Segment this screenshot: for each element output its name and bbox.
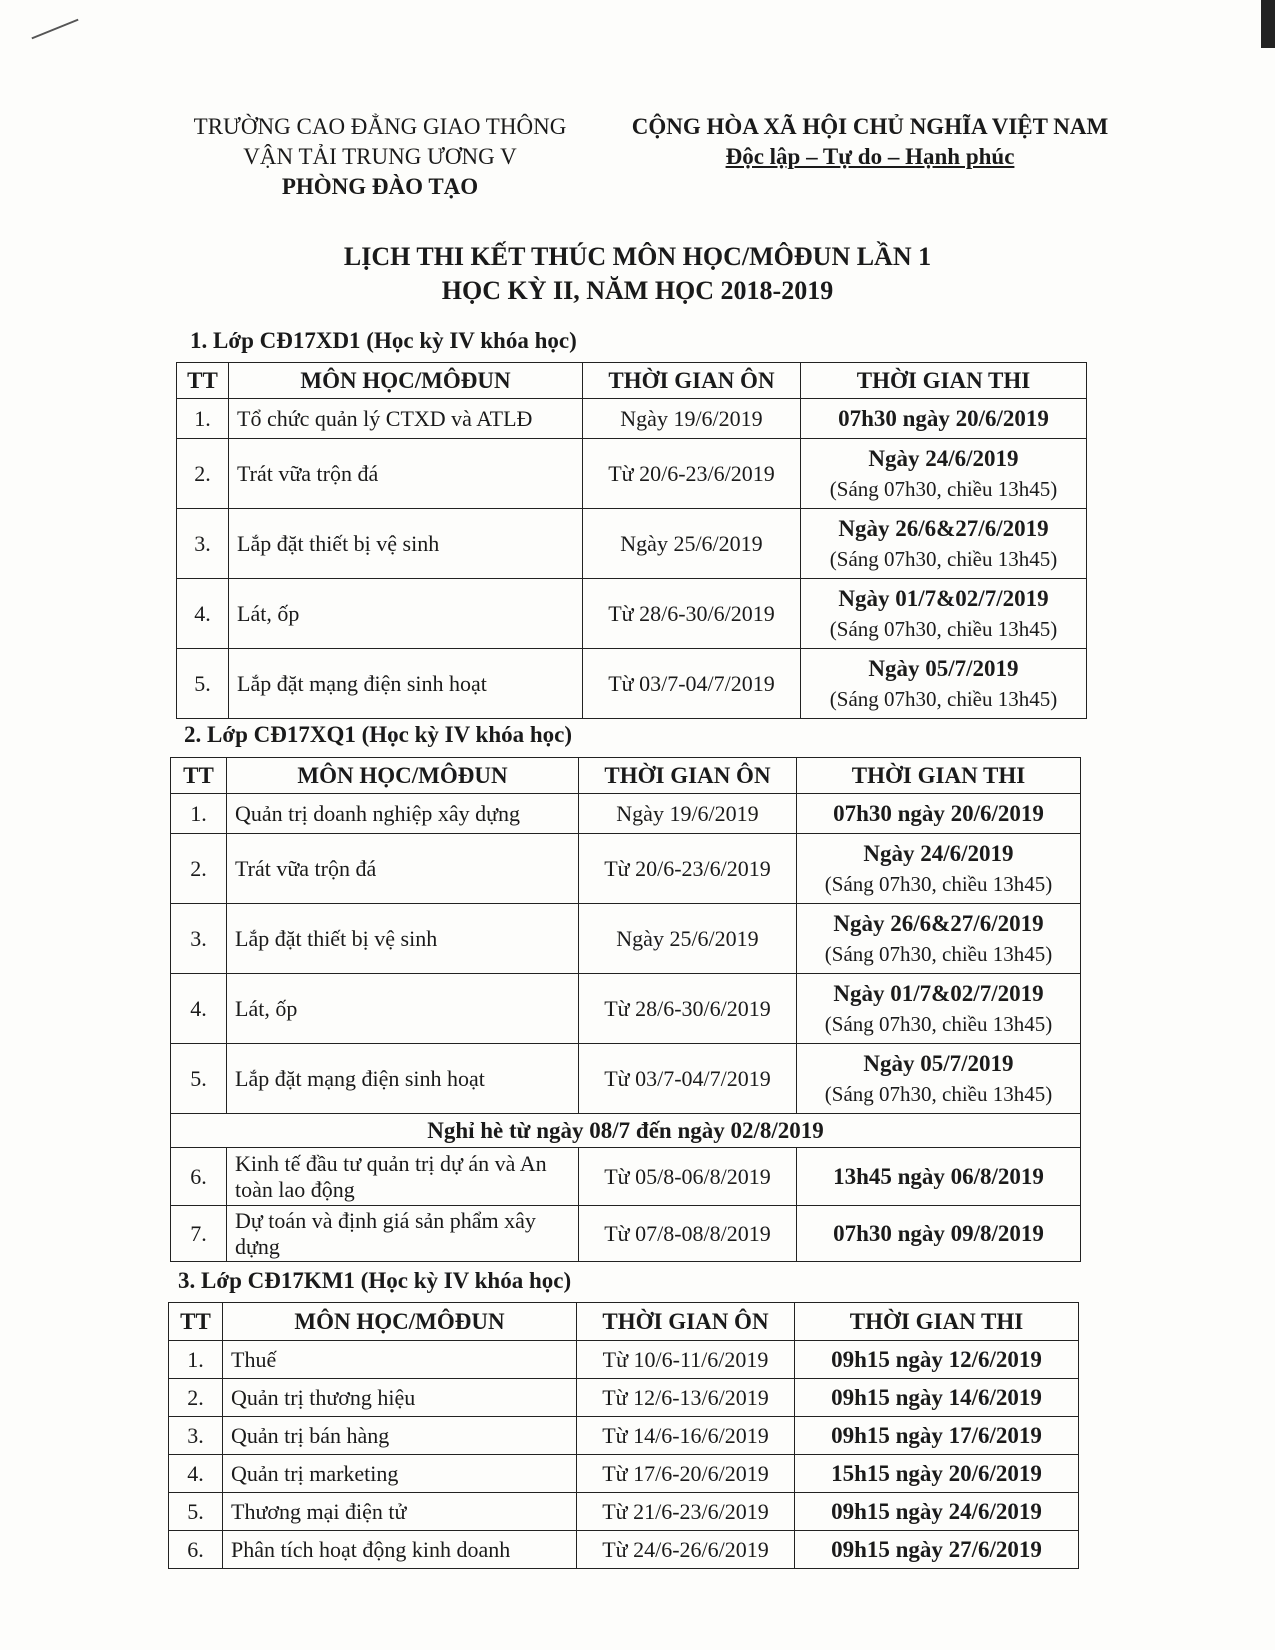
review-period: Từ 28/6-30/6/2019 — [583, 579, 801, 649]
exam-session-note: (Sáng 07h30, chiều 13h45) — [829, 686, 1058, 711]
exam-time: Ngày 24/6/2019 — [868, 445, 1019, 471]
review-period: Từ 03/7-04/7/2019 — [579, 1044, 797, 1114]
table-row — [177, 579, 1087, 649]
exam-cell — [795, 1341, 1079, 1379]
review-period: Từ 10/6-11/6/2019 — [577, 1341, 795, 1379]
exam-session-note: (Sáng 07h30, chiều 13h45) — [824, 871, 1053, 896]
table-row — [177, 399, 1087, 439]
column-header-exam: THỜI GIAN THI — [801, 363, 1087, 399]
table-row — [169, 1531, 1079, 1569]
review-period: Từ 20/6-23/6/2019 — [579, 834, 797, 904]
section-title-2: 2. Lớp CĐ17XQ1 (Học kỳ IV khóa học) — [184, 722, 573, 747]
subject-name: Trát vữa trộn đá — [227, 834, 579, 904]
subject-name: Lát, ốp — [229, 579, 583, 649]
nation-name: CỘNG HÒA XÃ HỘI CHỦ NGHĨA VIỆT NAM — [631, 114, 1109, 139]
exam-time: Ngày 24/6/2019 — [863, 840, 1014, 866]
row-number: 5. — [171, 1044, 227, 1114]
exam-cell — [801, 439, 1087, 509]
table-row — [169, 1493, 1079, 1531]
exam-time: Ngày 01/7&02/7/2019 — [833, 980, 1044, 1006]
subject-name: Thương mại điện tử — [223, 1493, 577, 1531]
exam-time: Ngày 26/6&27/6/2019 — [838, 515, 1049, 541]
review-period: Từ 28/6-30/6/2019 — [579, 974, 797, 1044]
row-number: 2. — [171, 834, 227, 904]
row-number: 5. — [177, 649, 229, 719]
subject-name: Quản trị bán hàng — [223, 1417, 577, 1455]
exam-time: 07h30 ngày 20/6/2019 — [833, 800, 1044, 826]
exam-time: 13h45 ngày 06/8/2019 — [833, 1163, 1044, 1189]
review-period: Từ 05/8-06/8/2019 — [579, 1148, 797, 1206]
row-number: 3. — [169, 1417, 223, 1455]
title-line2: HỌC KỲ II, NĂM HỌC 2018-2019 — [441, 276, 834, 305]
exam-cell — [797, 794, 1081, 834]
schedule-table-2 — [170, 757, 1081, 1262]
review-period: Từ 21/6-23/6/2019 — [577, 1493, 795, 1531]
column-header-subject: MÔN HỌC/MÔĐUN — [229, 363, 583, 399]
pen-mark — [31, 19, 78, 40]
column-header-exam: THỜI GIAN THI — [797, 758, 1081, 794]
subject-name: Lắp đặt mạng điện sinh hoạt — [229, 649, 583, 719]
exam-cell — [795, 1531, 1079, 1569]
row-number: 4. — [169, 1455, 223, 1493]
school-name-line1: TRƯỜNG CAO ĐẲNG GIAO THÔNG — [193, 114, 567, 139]
row-number: 6. — [171, 1148, 227, 1206]
review-period: Từ 12/6-13/6/2019 — [577, 1379, 795, 1417]
exam-cell — [795, 1417, 1079, 1455]
review-period: Ngày 25/6/2019 — [583, 509, 801, 579]
exam-time: Ngày 01/7&02/7/2019 — [838, 585, 1049, 611]
school-header — [160, 112, 600, 202]
exam-time: 09h15 ngày 24/6/2019 — [831, 1498, 1042, 1524]
row-number: 6. — [169, 1531, 223, 1569]
table-row — [171, 1044, 1081, 1114]
column-header-review: THỜI GIAN ÔN — [577, 1303, 795, 1341]
exam-session-note: (Sáng 07h30, chiều 13h45) — [824, 1011, 1053, 1036]
table-row — [171, 834, 1081, 904]
review-period: Từ 07/8-08/8/2019 — [579, 1206, 797, 1262]
exam-cell — [797, 834, 1081, 904]
subject-name: Lắp đặt thiết bị vệ sinh — [229, 509, 583, 579]
exam-cell — [801, 509, 1087, 579]
section-title-3: 3. Lớp CĐ17KM1 (Học kỳ IV khóa học) — [178, 1268, 572, 1293]
exam-cell — [801, 399, 1087, 439]
review-period: Ngày 25/6/2019 — [579, 904, 797, 974]
exam-time: Ngày 26/6&27/6/2019 — [833, 910, 1044, 936]
table-row — [177, 649, 1087, 719]
subject-name: Lắp đặt mạng điện sinh hoạt — [227, 1044, 579, 1114]
table-row — [177, 439, 1087, 509]
exam-cell — [795, 1379, 1079, 1417]
table-row — [169, 1341, 1079, 1379]
exam-time: 07h30 ngày 09/8/2019 — [833, 1220, 1044, 1246]
national-header — [600, 112, 1140, 172]
exam-cell — [797, 1044, 1081, 1114]
exam-time: Ngày 05/7/2019 — [868, 655, 1019, 681]
row-number: 3. — [171, 904, 227, 974]
subject-name: Lắp đặt thiết bị vệ sinh — [227, 904, 579, 974]
review-period: Ngày 19/6/2019 — [579, 794, 797, 834]
table-header-row — [169, 1303, 1079, 1341]
table-row — [169, 1379, 1079, 1417]
table-row — [171, 1206, 1081, 1262]
row-number: 2. — [177, 439, 229, 509]
exam-time: 09h15 ngày 17/6/2019 — [831, 1422, 1042, 1448]
subject-name: Lát, ốp — [227, 974, 579, 1044]
table-row — [169, 1455, 1079, 1493]
review-period: Từ 24/6-26/6/2019 — [577, 1531, 795, 1569]
exam-cell — [795, 1493, 1079, 1531]
subject-name: Dự toán và định giá sản phẩm xây dựng — [227, 1206, 579, 1262]
exam-session-note: (Sáng 07h30, chiều 13h45) — [829, 476, 1058, 501]
subject-name: Thuế — [223, 1341, 577, 1379]
exam-time: 15h15 ngày 20/6/2019 — [831, 1460, 1042, 1486]
national-motto: Độc lập – Tự do – Hạnh phúc — [725, 144, 1015, 169]
column-header-tt: TT — [177, 363, 229, 399]
row-number: 1. — [177, 399, 229, 439]
exam-time: 09h15 ngày 12/6/2019 — [831, 1346, 1042, 1372]
exam-cell — [797, 904, 1081, 974]
exam-session-note: (Sáng 07h30, chiều 13h45) — [829, 546, 1058, 571]
row-number: 1. — [171, 794, 227, 834]
exam-cell — [797, 974, 1081, 1044]
school-name-line2: VẬN TẢI TRUNG ƯƠNG V — [243, 144, 517, 169]
subject-name: Tổ chức quản lý CTXD và ATLĐ — [229, 399, 583, 439]
summer-break-row — [171, 1114, 1081, 1148]
exam-cell — [797, 1206, 1081, 1262]
exam-time: 09h15 ngày 27/6/2019 — [831, 1536, 1042, 1562]
exam-cell — [797, 1148, 1081, 1206]
column-header-subject: MÔN HỌC/MÔĐUN — [223, 1303, 577, 1341]
row-number: 4. — [171, 974, 227, 1044]
subject-name: Kinh tế đầu tư quản trị dự án và An toàn lao động — [227, 1148, 579, 1206]
subject-name: Trát vữa trộn đá — [229, 439, 583, 509]
table-row — [169, 1417, 1079, 1455]
summer-break-note: Nghỉ hè từ ngày 08/7 đến ngày 02/8/2019 — [171, 1114, 1081, 1148]
column-header-review: THỜI GIAN ÔN — [583, 363, 801, 399]
exam-session-note: (Sáng 07h30, chiều 13h45) — [824, 941, 1053, 966]
table-row — [171, 1148, 1081, 1206]
column-header-exam: THỜI GIAN THI — [795, 1303, 1079, 1341]
table-header-row — [177, 363, 1087, 399]
title-line1: LỊCH THI KẾT THÚC MÔN HỌC/MÔĐUN LẦN 1 — [343, 242, 932, 271]
row-number: 4. — [177, 579, 229, 649]
table-row — [171, 794, 1081, 834]
exam-cell — [801, 649, 1087, 719]
exam-session-note: (Sáng 07h30, chiều 13h45) — [829, 616, 1058, 641]
subject-name: Phân tích hoạt động kinh doanh — [223, 1531, 577, 1569]
exam-time: Ngày 05/7/2019 — [863, 1050, 1014, 1076]
review-period: Ngày 19/6/2019 — [583, 399, 801, 439]
scan-edge-mark — [1261, 0, 1275, 48]
subject-name: Quản trị marketing — [223, 1455, 577, 1493]
review-period: Từ 03/7-04/7/2019 — [583, 649, 801, 719]
row-number: 5. — [169, 1493, 223, 1531]
schedule-table-1 — [176, 362, 1087, 719]
subject-name: Quản trị thương hiệu — [223, 1379, 577, 1417]
exam-cell — [795, 1455, 1079, 1493]
section-title-1: 1. Lớp CĐ17XD1 (Học kỳ IV khóa học) — [190, 328, 577, 353]
exam-time: 07h30 ngày 20/6/2019 — [838, 405, 1049, 431]
review-period: Từ 20/6-23/6/2019 — [583, 439, 801, 509]
row-number: 7. — [171, 1206, 227, 1262]
table-row — [177, 509, 1087, 579]
document-title — [0, 240, 1275, 308]
table-header-row — [171, 758, 1081, 794]
row-number: 3. — [177, 509, 229, 579]
table-row — [171, 974, 1081, 1044]
exam-time: 09h15 ngày 14/6/2019 — [831, 1384, 1042, 1410]
column-header-review: THỜI GIAN ÔN — [579, 758, 797, 794]
subject-name: Quản trị doanh nghiệp xây dựng — [227, 794, 579, 834]
exam-cell — [801, 579, 1087, 649]
column-header-tt: TT — [169, 1303, 223, 1341]
column-header-subject: MÔN HỌC/MÔĐUN — [227, 758, 579, 794]
review-period: Từ 14/6-16/6/2019 — [577, 1417, 795, 1455]
exam-session-note: (Sáng 07h30, chiều 13h45) — [824, 1081, 1053, 1106]
review-period: Từ 17/6-20/6/2019 — [577, 1455, 795, 1493]
row-number: 2. — [169, 1379, 223, 1417]
column-header-tt: TT — [171, 758, 227, 794]
table-row — [171, 904, 1081, 974]
row-number: 1. — [169, 1341, 223, 1379]
schedule-table-3 — [168, 1302, 1079, 1569]
department-name: PHÒNG ĐÀO TẠO — [281, 174, 479, 199]
